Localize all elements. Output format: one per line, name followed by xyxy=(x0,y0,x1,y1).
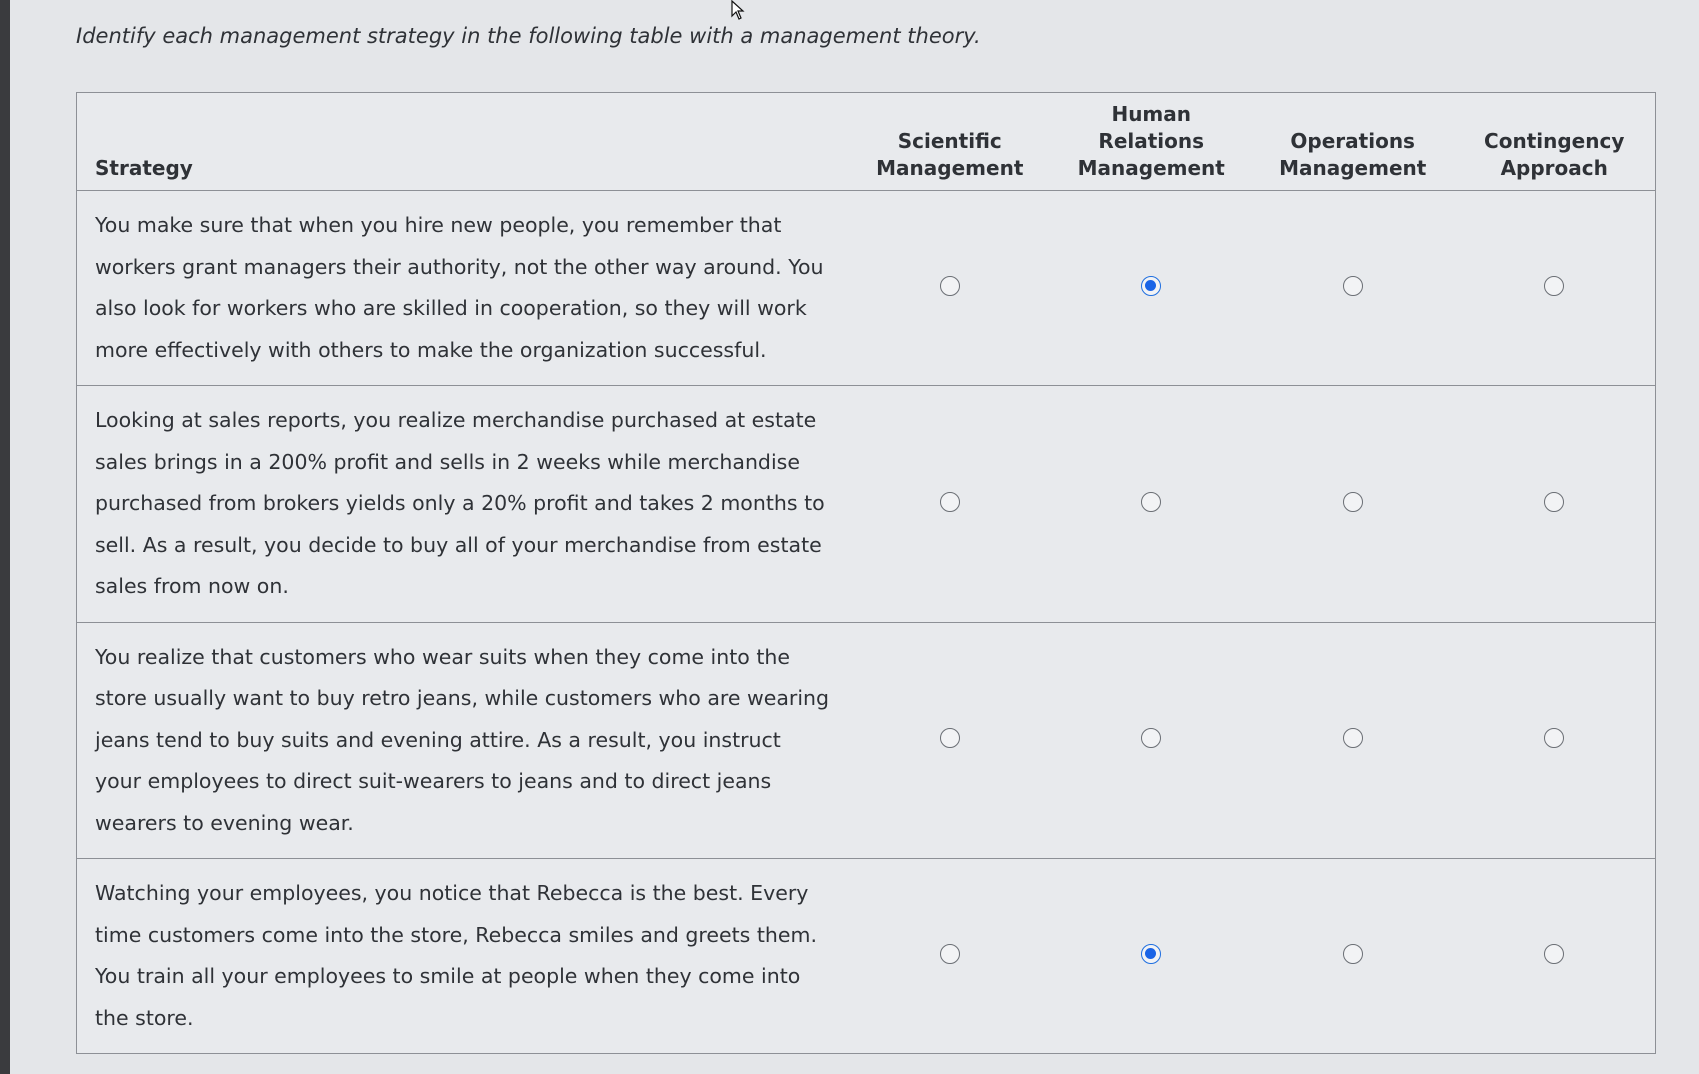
radio-cell xyxy=(1453,386,1655,623)
radio-contingency-approach[interactable] xyxy=(1544,276,1564,296)
radio-cell xyxy=(1453,859,1655,1054)
table-row xyxy=(77,191,1656,386)
radio-scientific-management[interactable] xyxy=(940,492,960,512)
header-contingency-approach: Contingency Approach xyxy=(1453,93,1655,191)
radio-cell xyxy=(1051,859,1252,1054)
radio-scientific-management[interactable] xyxy=(940,944,960,964)
radio-cell xyxy=(1252,191,1453,386)
strategy-text: Watching your employees, you notice that Rebecca is the best. Every time customers come into the store, Rebecca smiles and greets them. You train all your employees to smile at people when they come into the store. xyxy=(77,859,850,1054)
radio-cell xyxy=(1051,191,1252,386)
radio-cell xyxy=(1252,622,1453,859)
radio-human-relations-management[interactable] xyxy=(1141,492,1161,512)
radio-scientific-management[interactable] xyxy=(940,728,960,748)
table-header-row xyxy=(77,93,1656,191)
radio-operations-management[interactable] xyxy=(1343,728,1363,748)
radio-human-relations-management[interactable] xyxy=(1141,728,1161,748)
radio-operations-management[interactable] xyxy=(1343,492,1363,512)
radio-operations-management[interactable] xyxy=(1343,944,1363,964)
table-row xyxy=(77,859,1656,1054)
table-row xyxy=(77,622,1656,859)
radio-cell xyxy=(1252,386,1453,623)
radio-human-relations-management[interactable] xyxy=(1141,944,1161,964)
radio-cell xyxy=(1051,386,1252,623)
radio-operations-management[interactable] xyxy=(1343,276,1363,296)
header-scientific-management: Scientific Management xyxy=(849,93,1050,191)
radio-cell xyxy=(849,386,1050,623)
radio-cell xyxy=(1051,622,1252,859)
radio-cell xyxy=(849,191,1050,386)
radio-cell xyxy=(1252,859,1453,1054)
header-human-relations-management: Human Relations Management xyxy=(1051,93,1252,191)
strategy-text: You make sure that when you hire new people, you remember that workers grant managers their authority, not the other way around. You also look for workers who are skilled in cooperation, so they will work more effectively with others to make the organization successful. xyxy=(77,191,850,386)
radio-cell xyxy=(849,622,1050,859)
radio-cell xyxy=(1453,191,1655,386)
mouse-cursor-icon xyxy=(731,0,745,20)
instruction-text: Identify each management strategy in the following table with a management theory. xyxy=(76,24,981,48)
strategy-text: You realize that customers who wear suits when they come into the store usually want to buy retro jeans, while customers who are wearing jeans tend to buy suits and evening attire. As a result, you instruct your employees to direct suit-wearers to jeans and to direct jeans wearers to evening wear. xyxy=(77,622,850,859)
radio-human-relations-management[interactable] xyxy=(1141,276,1161,296)
table-row xyxy=(77,386,1656,623)
screen-edge xyxy=(0,0,10,1074)
header-strategy: Strategy xyxy=(77,93,850,191)
radio-cell xyxy=(1453,622,1655,859)
header-operations-management: Operations Management xyxy=(1252,93,1453,191)
radio-contingency-approach[interactable] xyxy=(1544,492,1564,512)
radio-contingency-approach[interactable] xyxy=(1544,728,1564,748)
radio-cell xyxy=(849,859,1050,1054)
strategy-table xyxy=(76,92,1656,1054)
radio-contingency-approach[interactable] xyxy=(1544,944,1564,964)
strategy-text: Looking at sales reports, you realize merchandise purchased at estate sales brings in a 200% profit and sells in 2 weeks while merchandise purchased from brokers yields only a 20% profit and takes 2 months to sell. As a result, you decide to buy all of your merchandise from estate sales from now on. xyxy=(77,386,850,623)
radio-scientific-management[interactable] xyxy=(940,276,960,296)
